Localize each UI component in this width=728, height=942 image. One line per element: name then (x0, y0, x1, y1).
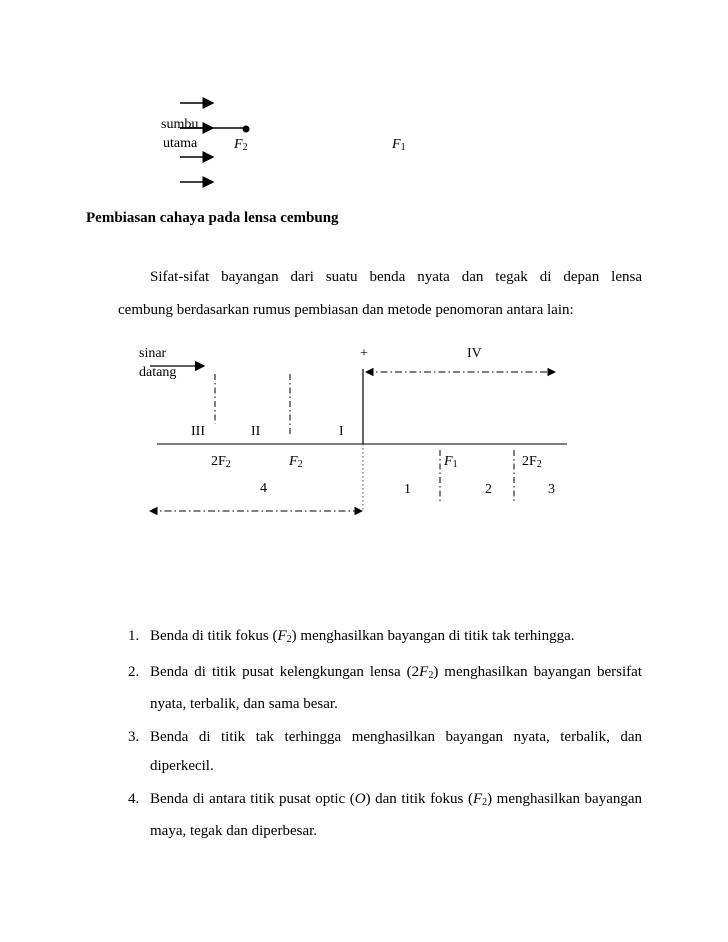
label-sumbu: sumbu (161, 117, 199, 132)
list-item: 3. Benda di titik tak terhingga menghasilkan bayangan nyata, terbalik, dan diperkecil. (128, 729, 642, 774)
label-f1-top: $F_1$ (392, 137, 406, 153)
label-plus: + (360, 346, 368, 361)
label-region-i: I (339, 424, 344, 439)
list-item: 1. Benda di titik fokus $(F_2)$ menghasilkan bayangan di titik tak terhingga. (128, 628, 575, 645)
label-2f2-left: $2F_2$ (211, 454, 231, 470)
label-region-iv: IV (467, 346, 482, 361)
label-datang: datang (139, 365, 177, 380)
label-num-4: 4 (260, 481, 267, 496)
paragraph-line-2: cembung berdasarkan rumus pembiasan dan metode penomoran antara lain: (118, 302, 574, 318)
label-num-1: 1 (404, 482, 411, 497)
label-f1-right: $F_1$ (444, 454, 458, 470)
paragraph-line-1: Sifat-sifat bayangan dari suatu benda nyata dan tegak di depan lensa (150, 269, 642, 285)
label-region-ii: II (251, 424, 261, 439)
list-item: 2. Benda di titik pusat kelengkungan lensa $(2F_2)$ menghasilkan bayangan bersifat nyata, terbalik, dan sama besar. (128, 664, 642, 712)
list-item: 4. Benda di antara titik pusat optic (O) dan titik fokus $(F_2)$ menghasilkan bayangan maya, tegak dan diperbesar. (128, 791, 643, 839)
label-f2-top: $F_2$ (234, 137, 248, 153)
label-2f2-right: $2F_2$ (522, 454, 542, 470)
properties-list (128, 622, 642, 846)
label-f2-left: $F_2$ (289, 454, 303, 470)
label-num-2: 2 (485, 482, 492, 497)
section-heading: Pembiasan cahaya pada lensa cembung (86, 210, 339, 226)
label-region-iii: III (191, 424, 205, 439)
label-num-3: 3 (548, 482, 555, 497)
label-sinar: sinar (139, 346, 167, 361)
label-utama: utama (163, 136, 198, 151)
